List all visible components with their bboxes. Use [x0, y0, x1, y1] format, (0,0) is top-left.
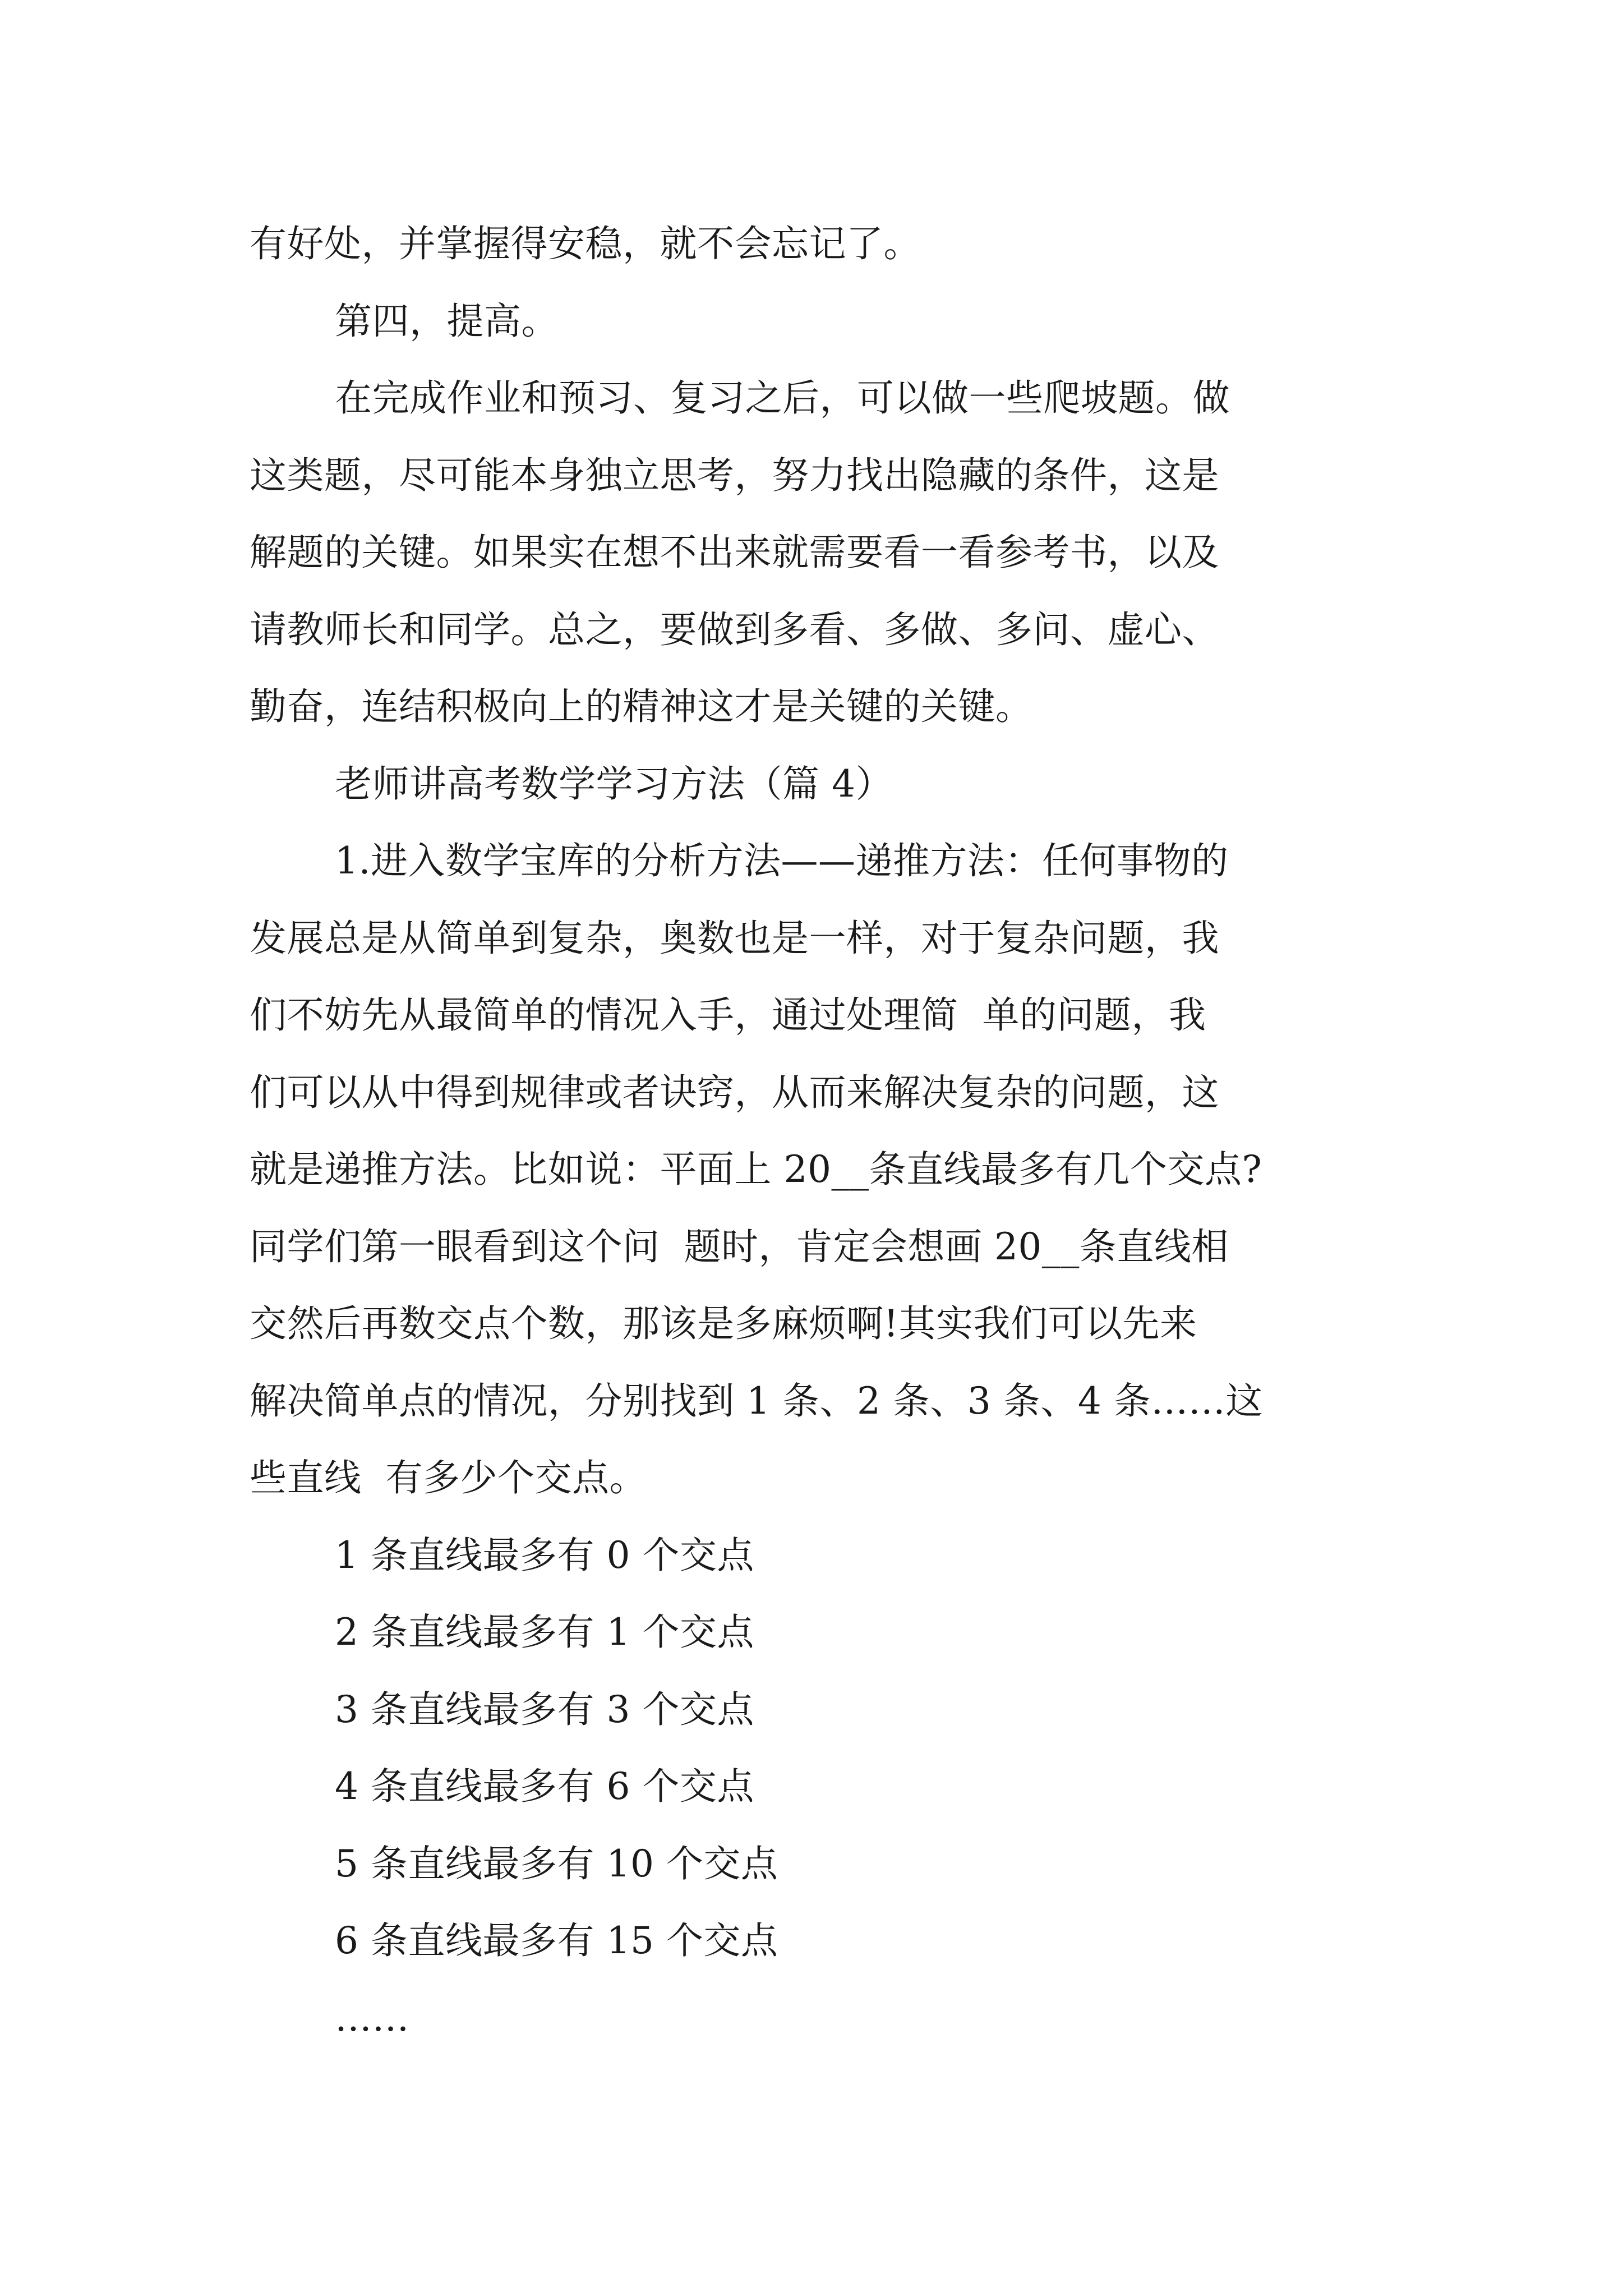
- text-line: 们可以从中得到规律或者诀窍，从而来解决复杂的问题，这: [250, 1071, 1219, 1114]
- list-item: 5 条直线最多有 10 个交点: [335, 1842, 778, 1885]
- text-line: 些直线 有多少个交点。: [250, 1456, 647, 1499]
- heading-line: 第四，提高。: [335, 300, 559, 343]
- section-title: 老师讲高考数学学习方法（篇 4）: [335, 762, 893, 806]
- text-line: 发展总是从简单到复杂，奥数也是一样，对于复杂问题，我: [250, 917, 1219, 960]
- list-item: 6 条直线最多有 15 个交点: [335, 1919, 778, 1962]
- text-line: 解决简单点的情况，分别找到 1 条、2 条、3 条、4 条……这: [250, 1379, 1263, 1423]
- text-line: 有好处，并掌握得安稳，就不会忘记了。: [250, 222, 921, 265]
- text-line: 请教师长和同学。总之，要做到多看、多做、多问、虚心、: [250, 608, 1219, 651]
- text-line: 就是递推方法。比如说：平面上 20__条直线最多有几个交点?: [250, 1148, 1262, 1191]
- ellipsis-line: ……: [335, 1996, 409, 2040]
- list-item: 1 条直线最多有 0 个交点: [335, 1534, 754, 1577]
- text-line: 勤奋，连结积极向上的精神这才是关键的关键。: [250, 685, 1033, 728]
- paragraph-start-line: 1.进入数学宝库的分析方法——递推方法：任何事物的: [335, 839, 1229, 882]
- text-line: 们不妨先从最简单的情况入手，通过处理简 单的问题，我: [250, 993, 1206, 1037]
- list-item: 4 条直线最多有 6 个交点: [335, 1765, 754, 1808]
- text-line: 解题的关键。如果实在想不出来就需要看一看参考书，以及: [250, 531, 1219, 574]
- text-line: 交然后再数交点个数，那该是多麻烦啊!其实我们可以先来: [250, 1302, 1197, 1345]
- text-line: 同学们第一眼看到这个问 题时，肯定会想画 20__条直线相: [250, 1225, 1229, 1268]
- text-line: 这类题，尽可能本身独立思考，努力找出隐藏的条件，这是: [250, 454, 1219, 497]
- list-item: 3 条直线最多有 3 个交点: [335, 1688, 754, 1731]
- list-item: 2 条直线最多有 1 个交点: [335, 1611, 754, 1654]
- paragraph-start-line: 在完成作业和预习、复习之后，可以做一些爬坡题。做: [335, 376, 1230, 420]
